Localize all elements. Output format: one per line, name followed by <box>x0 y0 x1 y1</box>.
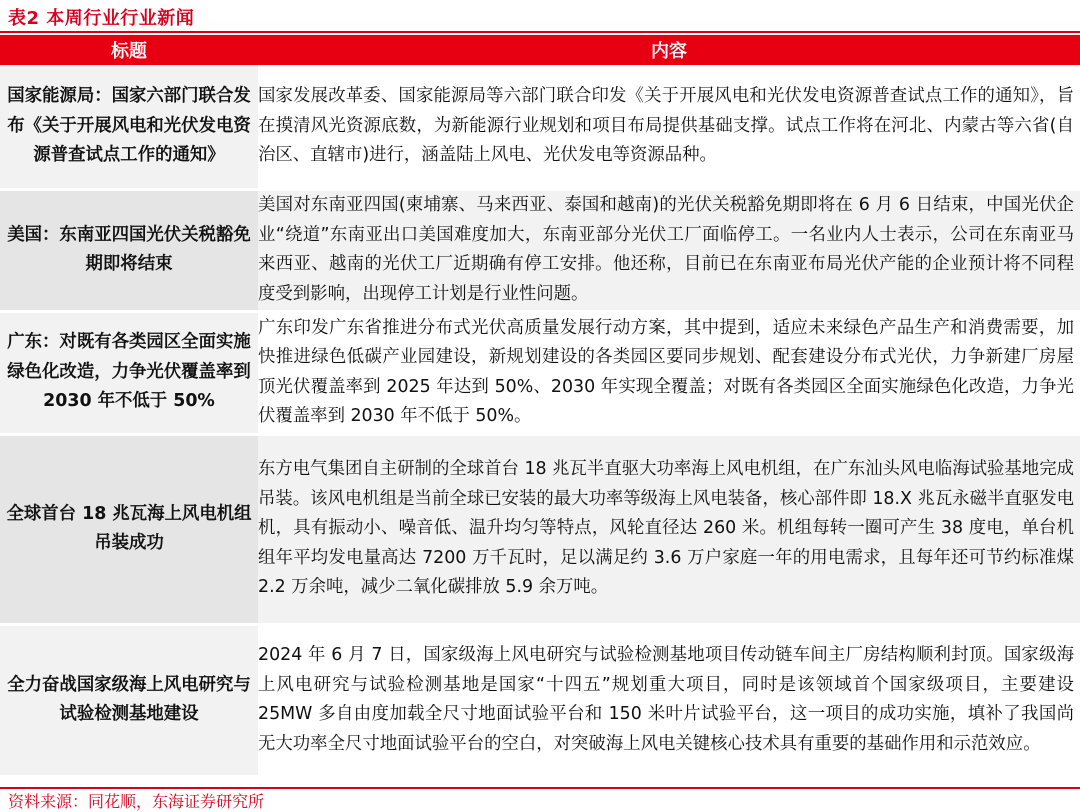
table-row <box>0 434 1080 624</box>
row-title: 全力奋战国家级海上风电研究与试验检测基地建设 <box>0 624 258 776</box>
row-content: 美国对东南亚四国(柬埔寨、马来西亚、泰国和越南)的光伏关税豁免期即将在 6 月 6 日结束，中国光伏企业“绕道”东南亚出口美国难度加大，东南亚部分光伏工厂面临停工。一名业内人士表示，公司在东南亚马来西亚、越南的光伏工厂近期确有停工安排。他还称，目前已在东南亚布局光伏产能的企业预计将不同程度受到影响，出现停工计划是行业性问题。 <box>258 189 1080 311</box>
table-row <box>0 624 1080 776</box>
row-title: 广东：对既有各类园区全面实施绿色化改造，力争光伏覆盖率到 2030 年不低于 50% <box>0 311 258 434</box>
news-table <box>0 35 1080 778</box>
row-title: 国家能源局：国家六部门联合发布《关于开展风电和光伏发电资源普查试点工作的通知》 <box>0 65 258 189</box>
table-header-row <box>0 35 1080 65</box>
table-row <box>0 311 1080 434</box>
table-caption: 表2 本周行业行业新闻 <box>8 8 195 29</box>
table-row <box>0 65 1080 189</box>
header-title: 标题 <box>0 35 258 65</box>
row-content: 国家发展改革委、国家能源局等六部门联合印发《关于开展风电和光伏发电资源普查试点工作的通知》，旨在摸清风光资源底数，为新能源行业规划和项目布局提供基础支撑。试点工作将在河北、内蒙古等六省(自治区、直辖市)进行，涵盖陆上风电、光伏发电等资源品种。 <box>258 65 1080 189</box>
header-content: 内容 <box>258 35 1080 65</box>
table-row <box>0 189 1080 311</box>
row-content: 广东印发广东省推进分布式光伏高质量发展行动方案，其中提到，适应未来绿色产品生产和消费需要，加快推进绿色低碳产业园建设，新规划建设的各类园区要同步规划、配套建设分布式光伏，力争新建厂房屋顶光伏覆盖率到 2025 年达到 50%、2030 年实现全覆盖；对既有各类园区全面实施绿色化改造，力争光伏覆盖率到 2030 年不低于 50%。 <box>258 311 1080 434</box>
row-title: 全球首台 18 兆瓦海上风电机组吊装成功 <box>0 434 258 624</box>
source-note: 资料来源：同花顺，东海证券研究所 <box>8 792 265 811</box>
row-content: 2024 年 6 月 7 日，国家级海上风电研究与试验检测基地项目传动链车间主厂房结构顺利封顶。国家级海上风电研究与试验检测基地是国家“十四五”规划重大项目，同时是该领域首个国家级项目，主要建设 25MW 多自由度加载全尺寸地面试验平台和 150 米叶片试验平台，这一项目的成功实施，填补了我国尚无大功率全尺寸地面试验平台的空白，对突破海上风电关键核心技术具有重要的基础作用和示范效应。 <box>258 624 1080 776</box>
row-content: 东方电气集团自主研制的全球首台 18 兆瓦半直驱大功率海上风电机组，在广东汕头风电临海试验基地完成吊装。该风电机组是当前全球已安装的最大功率等级海上风电装备，核心部件即 18.X 兆瓦永磁半直驱发电机，具有振动小、噪音低、温升均匀等特点，风轮直径达 260 米。机组每转一圈可产生 38 度电，单台机组年平均发电量高达 7200 万千瓦时，足以满足约 3.6 万户家庭一年的用电需求，且每年还可节约标准煤 2.2 万余吨，减少二氧化碳排放 5.9 余万吨。 <box>258 434 1080 624</box>
row-title: 美国：东南亚四国光伏关税豁免期即将结束 <box>0 189 258 311</box>
caption-divider <box>0 31 1080 33</box>
